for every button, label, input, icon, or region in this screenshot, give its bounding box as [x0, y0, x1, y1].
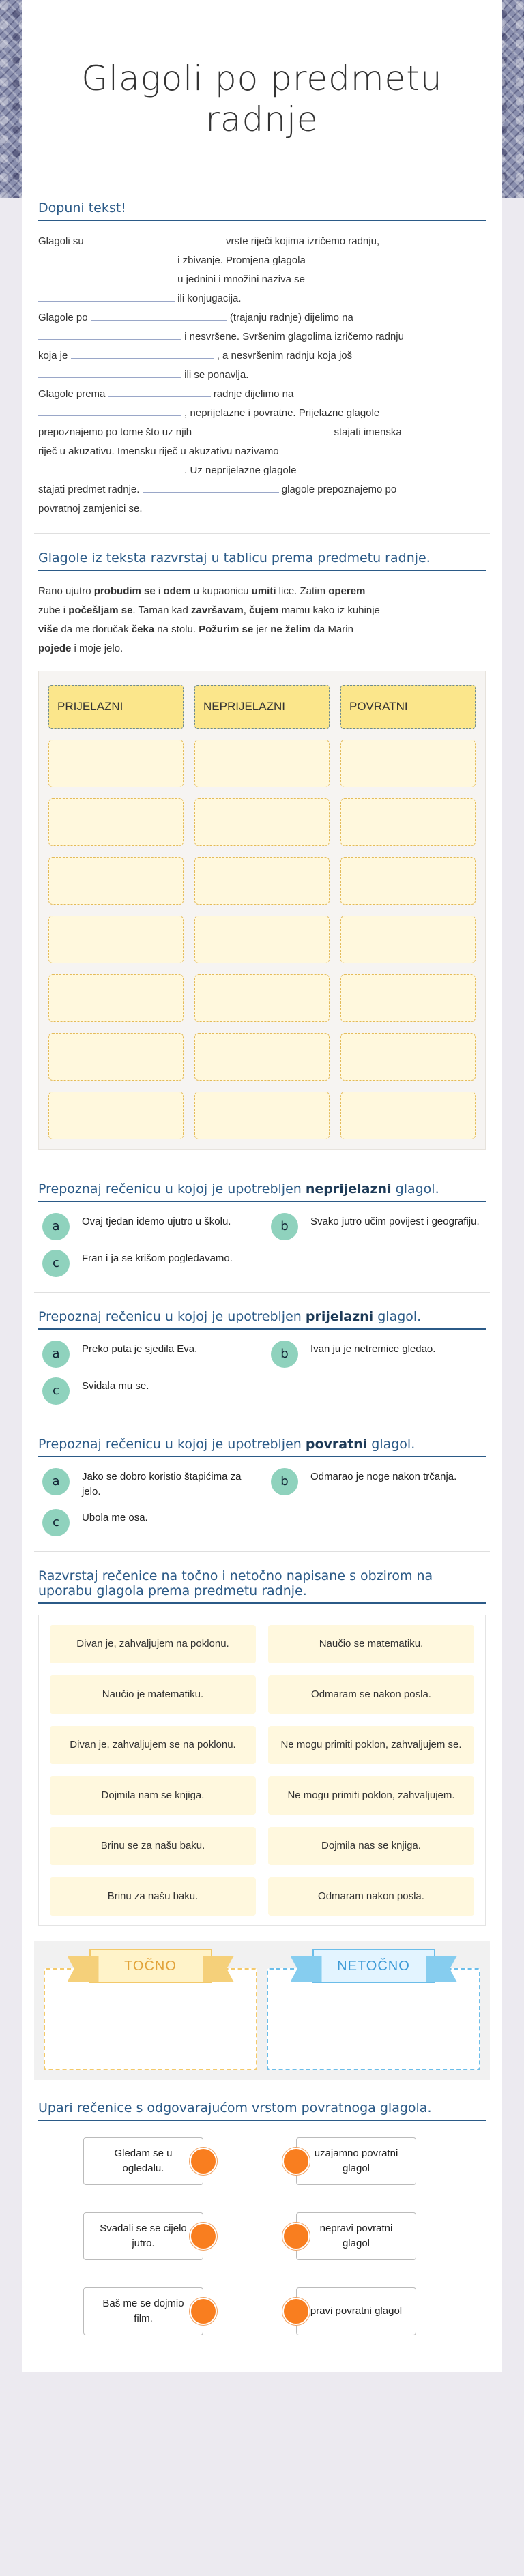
- column-header-prijelazni: PRIJELAZNI: [48, 685, 184, 729]
- choice-badge: c: [42, 1509, 70, 1536]
- section-heading: Prepoznaj rečenicu u kojoj je upotrebljen prijelazni glagol.: [38, 1309, 486, 1330]
- match-connector-dot[interactable]: [190, 2223, 217, 2250]
- column-header-povratni: POVRATNI: [340, 685, 476, 729]
- blank-input[interactable]: [38, 252, 175, 263]
- drop-cell[interactable]: [340, 916, 476, 963]
- choice-a[interactable]: a Ovaj tjedan idemo ujutro u školu.: [42, 1213, 257, 1240]
- blank-input[interactable]: [38, 463, 181, 473]
- ribbon-label-incorrect: NETOČNO: [312, 1949, 435, 1983]
- draggable-card[interactable]: Ne mogu primiti poklon, zahvaljujem se.: [268, 1726, 474, 1764]
- match-left-item[interactable]: Svadali se se cijelo jutro.: [83, 2212, 203, 2260]
- drop-cell[interactable]: [340, 974, 476, 1022]
- matching-section: [34, 2080, 490, 2372]
- choice-a[interactable]: a Jako se dobro koristio štapićima za jelo.: [42, 1468, 257, 1499]
- choices: [38, 1468, 486, 1536]
- title-card: [54, 48, 470, 150]
- draggable-card[interactable]: Brinu za našu baku.: [50, 1877, 256, 1916]
- blank-input[interactable]: [38, 272, 175, 282]
- choice-c[interactable]: c Fran i ja se krišom pogledavamo.: [42, 1250, 257, 1277]
- column-header-neprijelazni: NEPRIJELAZNI: [194, 685, 330, 729]
- blank-input[interactable]: [38, 367, 181, 378]
- drop-cell[interactable]: [194, 1092, 330, 1139]
- blank-input[interactable]: [87, 233, 223, 244]
- drop-cell[interactable]: [48, 798, 184, 846]
- ribbon-label-correct: TOČNO: [89, 1949, 212, 1983]
- blank-input[interactable]: [108, 386, 211, 397]
- drop-cell[interactable]: [340, 1033, 476, 1081]
- section-heading: Razvrstaj rečenice na točno i netočno napisane s obzirom na uporabu glagola prema predmetu radnje.: [38, 1568, 486, 1604]
- drop-cell[interactable]: [48, 916, 184, 963]
- section-heading: Dopuni tekst!: [38, 201, 486, 221]
- drop-cell[interactable]: [340, 740, 476, 787]
- blank-input[interactable]: [38, 329, 181, 340]
- draggable-card[interactable]: Naučio je matematiku.: [50, 1675, 256, 1714]
- page-title: Glagoli po predmetu radnje: [81, 59, 443, 139]
- drop-cell[interactable]: [194, 916, 330, 963]
- drop-cell[interactable]: [340, 798, 476, 846]
- draggable-card[interactable]: Ne mogu primiti poklon, zahvaljujem.: [268, 1776, 474, 1815]
- drop-cell[interactable]: [48, 1092, 184, 1139]
- choice-c[interactable]: c Ubola me osa.: [42, 1509, 257, 1536]
- drop-targets: [34, 1941, 490, 2080]
- sort-table-section: [34, 533, 490, 1165]
- draggable-card[interactable]: Dojmila nas se knjiga.: [268, 1827, 474, 1865]
- choices: [38, 1341, 486, 1405]
- drop-zone-correct[interactable]: [44, 1968, 257, 2070]
- draggable-card[interactable]: Odmaram nakon posla.: [268, 1877, 474, 1916]
- choice-b[interactable]: b Svako jutro učim povijest i geografiju.: [271, 1213, 486, 1240]
- section-heading: Prepoznaj rečenicu u kojoj je upotrebljen povratni glagol.: [38, 1437, 486, 1457]
- title-area: [22, 0, 502, 184]
- section-heading: Glagole iz teksta razvrstaj u tablicu prema predmetu radnje.: [38, 551, 486, 571]
- sentence-cards: [38, 1615, 486, 1926]
- drop-cell[interactable]: [194, 740, 330, 787]
- choice-badge: a: [42, 1213, 70, 1240]
- section-heading: Upari rečenice s odgovarajućom vrstom povratnoga glagola.: [38, 2101, 486, 2121]
- choice-badge: c: [42, 1250, 70, 1277]
- draggable-card[interactable]: Divan je, zahvaljujem na poklonu.: [50, 1625, 256, 1663]
- drop-cell[interactable]: [48, 857, 184, 905]
- drop-cell[interactable]: [194, 857, 330, 905]
- question-prijelazni: [34, 1292, 490, 1420]
- choice-badge: c: [42, 1377, 70, 1405]
- blank-input[interactable]: [300, 463, 409, 473]
- question-povratni: [34, 1420, 490, 1551]
- draggable-card[interactable]: Dojmila nam se knjiga.: [50, 1776, 256, 1815]
- choice-badge: b: [271, 1341, 298, 1368]
- blank-input[interactable]: [38, 291, 175, 302]
- blank-input[interactable]: [143, 482, 279, 493]
- match-left-item[interactable]: Gledam se u ogledalu.: [83, 2137, 203, 2185]
- match-right-item[interactable]: uzajamno povratni glagol: [296, 2137, 416, 2185]
- category-table: [38, 671, 486, 1150]
- choice-badge: b: [271, 1213, 298, 1240]
- question-neprijelazni: [34, 1165, 490, 1292]
- choice-badge: a: [42, 1341, 70, 1368]
- target-incorrect: [267, 1958, 480, 2070]
- match-connector-dot[interactable]: [190, 2148, 217, 2175]
- draggable-card[interactable]: Odmaram se nakon posla.: [268, 1675, 474, 1714]
- correct-incorrect-section: [34, 1551, 490, 1941]
- drop-cell[interactable]: [48, 740, 184, 787]
- draggable-card[interactable]: Naučio se matematiku.: [268, 1625, 474, 1663]
- choice-b[interactable]: b Ivan ju je netremice gledao.: [271, 1341, 486, 1368]
- fill-in-section: [34, 184, 490, 533]
- match-right-item[interactable]: pravi povratni glagol: [296, 2287, 416, 2335]
- match-connector-dot[interactable]: [190, 2298, 217, 2325]
- match-connector-dot[interactable]: [282, 2298, 310, 2325]
- choice-badge: a: [42, 1468, 70, 1495]
- blank-input[interactable]: [71, 348, 214, 359]
- choice-badge: b: [271, 1468, 298, 1495]
- choice-b[interactable]: b Odmarao je noge nakon trčanja.: [271, 1468, 486, 1499]
- blank-input[interactable]: [38, 405, 181, 416]
- drop-cell[interactable]: [48, 1033, 184, 1081]
- blank-input[interactable]: [91, 310, 227, 321]
- drop-cell[interactable]: [194, 974, 330, 1022]
- choice-a[interactable]: a Preko puta je sjedila Eva.: [42, 1341, 257, 1368]
- matching-area: [38, 2132, 486, 2357]
- draggable-card[interactable]: Divan je, zahvaljujem se na poklonu.: [50, 1726, 256, 1764]
- drop-cell[interactable]: [340, 1092, 476, 1139]
- target-correct: [44, 1958, 257, 2070]
- drop-cell[interactable]: [194, 798, 330, 846]
- match-left-item[interactable]: Baš me se dojmio film.: [83, 2287, 203, 2335]
- choice-c[interactable]: c Svidala mu se.: [42, 1377, 257, 1405]
- blank-input[interactable]: [194, 424, 331, 435]
- drop-cell[interactable]: [340, 857, 476, 905]
- match-connector-dot[interactable]: [282, 2223, 310, 2250]
- content: [22, 184, 502, 2372]
- match-connector-dot[interactable]: [282, 2148, 310, 2175]
- worksheet: [22, 0, 502, 2372]
- story-text: Rano ujutro probudim se i odem u kupaonicu umiti lice. Zatim operem zube i počešljam se. Taman kad završavam, čujem mamu kako iz kuhinje više da me doručak čeka na stolu. Požurim se jer ne želim da Marin pojede i moje jelo.: [38, 585, 380, 654]
- choices: [38, 1213, 486, 1277]
- drop-cell[interactable]: [48, 974, 184, 1022]
- draggable-card[interactable]: Brinu se za našu baku.: [50, 1827, 256, 1865]
- match-right-item[interactable]: nepravi povratni glagol: [296, 2212, 416, 2260]
- drop-cell[interactable]: [194, 1033, 330, 1081]
- drop-zone-incorrect[interactable]: [267, 1968, 480, 2070]
- section-heading: Prepoznaj rečenicu u kojoj je upotrebljen neprijelazni glagol.: [38, 1182, 486, 1202]
- fill-in-text: Glagoli su vrste riječi kojima izričemo radnju, i zbivanje. Promjena glagola u jednini i množini naziva se ili konjugacija. Glagole po (trajanju radnje) dijelimo na i nesvršene. Svršenim glagolima izričemo radnju koja je , a nesvršenim radnju koja još ili se ponavlja. Glagole prema radnje dijelimo na , neprijelazne i povratne. Prijelazne glagole prepoznajemo po tome što uz njih stajati imenska riječ u akuzativu. Imensku riječ u akuzativu nazivamo . Uz neprijelazne glagole stajati predmet radnje. glagole prepoznajemo po povratnoj zamjenici se.: [38, 232, 486, 518]
